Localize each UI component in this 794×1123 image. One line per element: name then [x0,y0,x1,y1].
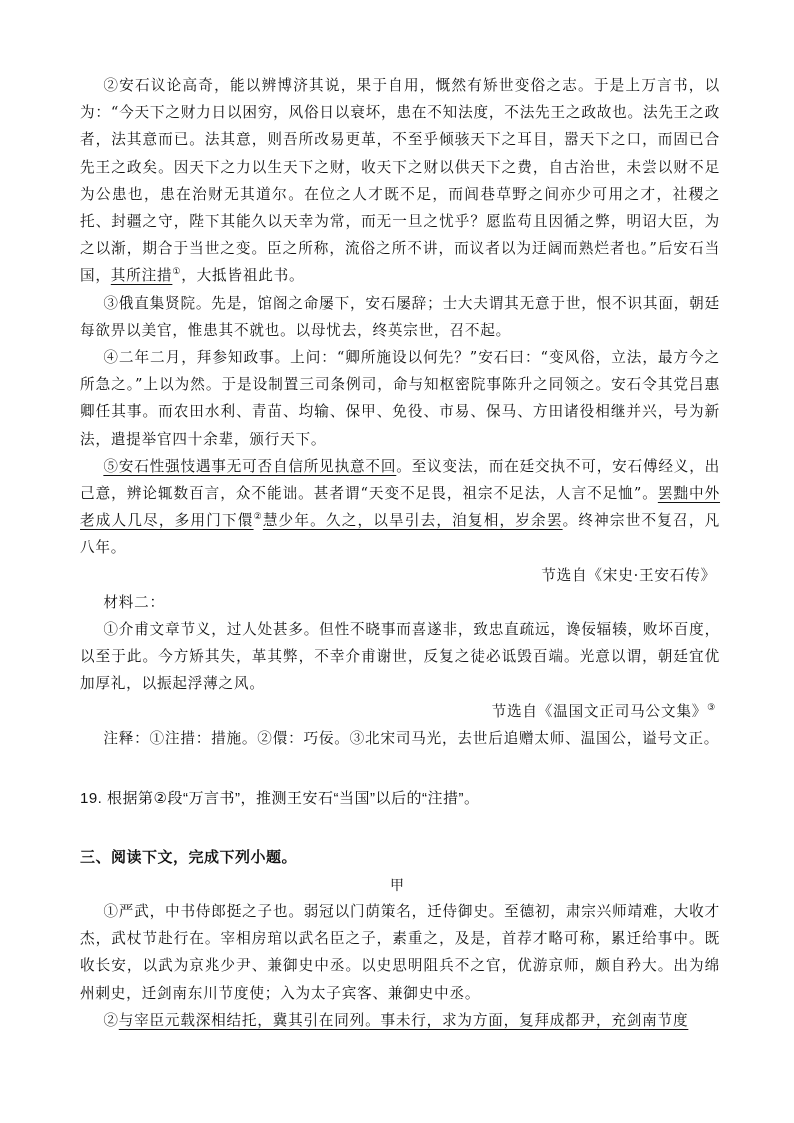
underlined-sentence-yan-wu: 与宰臣元载深相结托，冀其引在同列。事未行，求为方面，复拜成都尹，充剑南节度 [118,1011,689,1029]
paragraph-2 [80,72,720,290]
footnote-ref-3: ③ [707,702,716,713]
material-two-label: 材料二： [103,593,165,611]
paragraph-2-text: ②安石议论高奇，能以辨博济其说，果于自用，慨然有矫世变俗之志。于是上万言书，以为：“今天下之财力日以困穷，风俗日以衰坏，患在不知法度，不法先王之政故也。法先王之政者，法其意而已。法其意，则吾所改易更革，不至乎倾骇天下之耳目，嚣天下之口，而固已合先王之政矣。因天下之力以生天下之财，收天下之财以供天下之费，自古治世，未尝以财不足为公患也，患在治财无其道尔。在位之人才既不足，而闾巷草野之间亦少可用之才，社稷之托、封疆之守，陛下其能久以天幸为常，而无一旦之忧乎？愿监苟且因循之弊，明诏大臣，为之以渐，期合于当世之变。臣之所称，流俗之所不讲，而议者以为迂阔而熟烂者也。”后安石当国， [80,77,720,285]
paragraph-5 [80,453,720,562]
footnote-ref-2: ② [253,512,263,523]
underlined-sentence-translate-b: 慧少年。久之，以旱引去，洎复相，岁余罢 [262,512,563,530]
paragraph-5-text: 。至议变法，而在廷交执不可，安石傅经义，出己意，辨论辄数百言，众不能诎。甚者谓“天变不足畏，祖宗不足法，人言不足恤”。 [80,457,721,503]
source-citation-text: 节选自《温国文正司马公文集》 [491,702,708,720]
footnotes: 注释：①注措：措施。②儇：巧佞。③北宋司马光，去世后追赠太师、温国公，谥号文正。 [103,729,720,747]
paragraph-5-ending: 。终神宗世不复召，凡八年。 [80,512,721,557]
yan-wu-paragraph-2 [80,1007,720,1034]
section-three-body [80,898,720,1034]
underlined-sentence-translate-a: 罢黜中外老成人几尽，多用门下儇 [80,485,721,530]
paragraph-2-ending: ，大抵皆祖此书。 [181,267,305,285]
material-two-paragraph-1: ①介甫文章节义，过人处甚多。但性不晓事而喜遂非，致忠直疏远，谗佞辐辏，败坏百度，以至于此。今方矫其失，革其弊，不幸介甫谢世，反复之徒必诋毁百端。光意以谓，朝廷宜优加厚礼，以振起浮薄之风。 [80,621,720,693]
material-one-body [80,72,720,752]
question-19: 19. 根据第②段“万言书”，推测王安石“当国”以后的“注措”。 [80,790,480,807]
source-citation-song-shi: 节选自《宋史·王安石传》 [541,566,716,584]
yan-wu-paragraph-1: ①严武，中书侍郎挺之子也。弱冠以门荫策名，迁侍御史。至德初，肃宗兴师靖难，大收才杰，武杖节赴行在。宰相房琯以武名臣之子，素重之，及是，首荐才略可称，累迁给事中。既收长安，以武为京兆少尹、兼御史中丞。以史思明阻兵不之官，优游京师，颇自矜大。出为绵州刺史，迁剑南东川节度使；入为太子宾客、兼御史中丞。 [80,903,720,1002]
underlined-sentence-unpunctuated: ⑤安石性强忮遇事无可否自信所见执意不回 [103,457,397,475]
paragraph-number: ② [103,1011,119,1029]
paragraph-3: ③俄直集贤院。先是，馆阁之命屡下，安石屡辞；士大夫谓其无意于世，恨不识其面，朝廷每欲畀以美官，惟患其不就也。以母忧去，终英宗世，召不起。 [80,294,720,339]
paragraph-4: ④二年二月，拜参知政事。上问：“卿所施设以何先？”安石曰：“变风俗，立法，最方今之所急之。”上以为然。于是设制置三司条例司，命与知枢密院事陈升之同领之。安石令其党吕惠卿任其事。而农田水利、青苗、均输、保甲、免役、市易、保马、方田诸役相继并兴，号为新法，遣提举官四十余辈，颁行天下。 [80,349,720,448]
underlined-phrase-zhucuo: 其所注措 [110,267,173,285]
source-citation-sima-guang [80,698,720,725]
section-three-heading: 三、阅读下文，完成下列小题。 [80,849,298,866]
passage-label-jia: 甲 [390,878,404,894]
footnote-ref-1: ① [172,267,182,278]
